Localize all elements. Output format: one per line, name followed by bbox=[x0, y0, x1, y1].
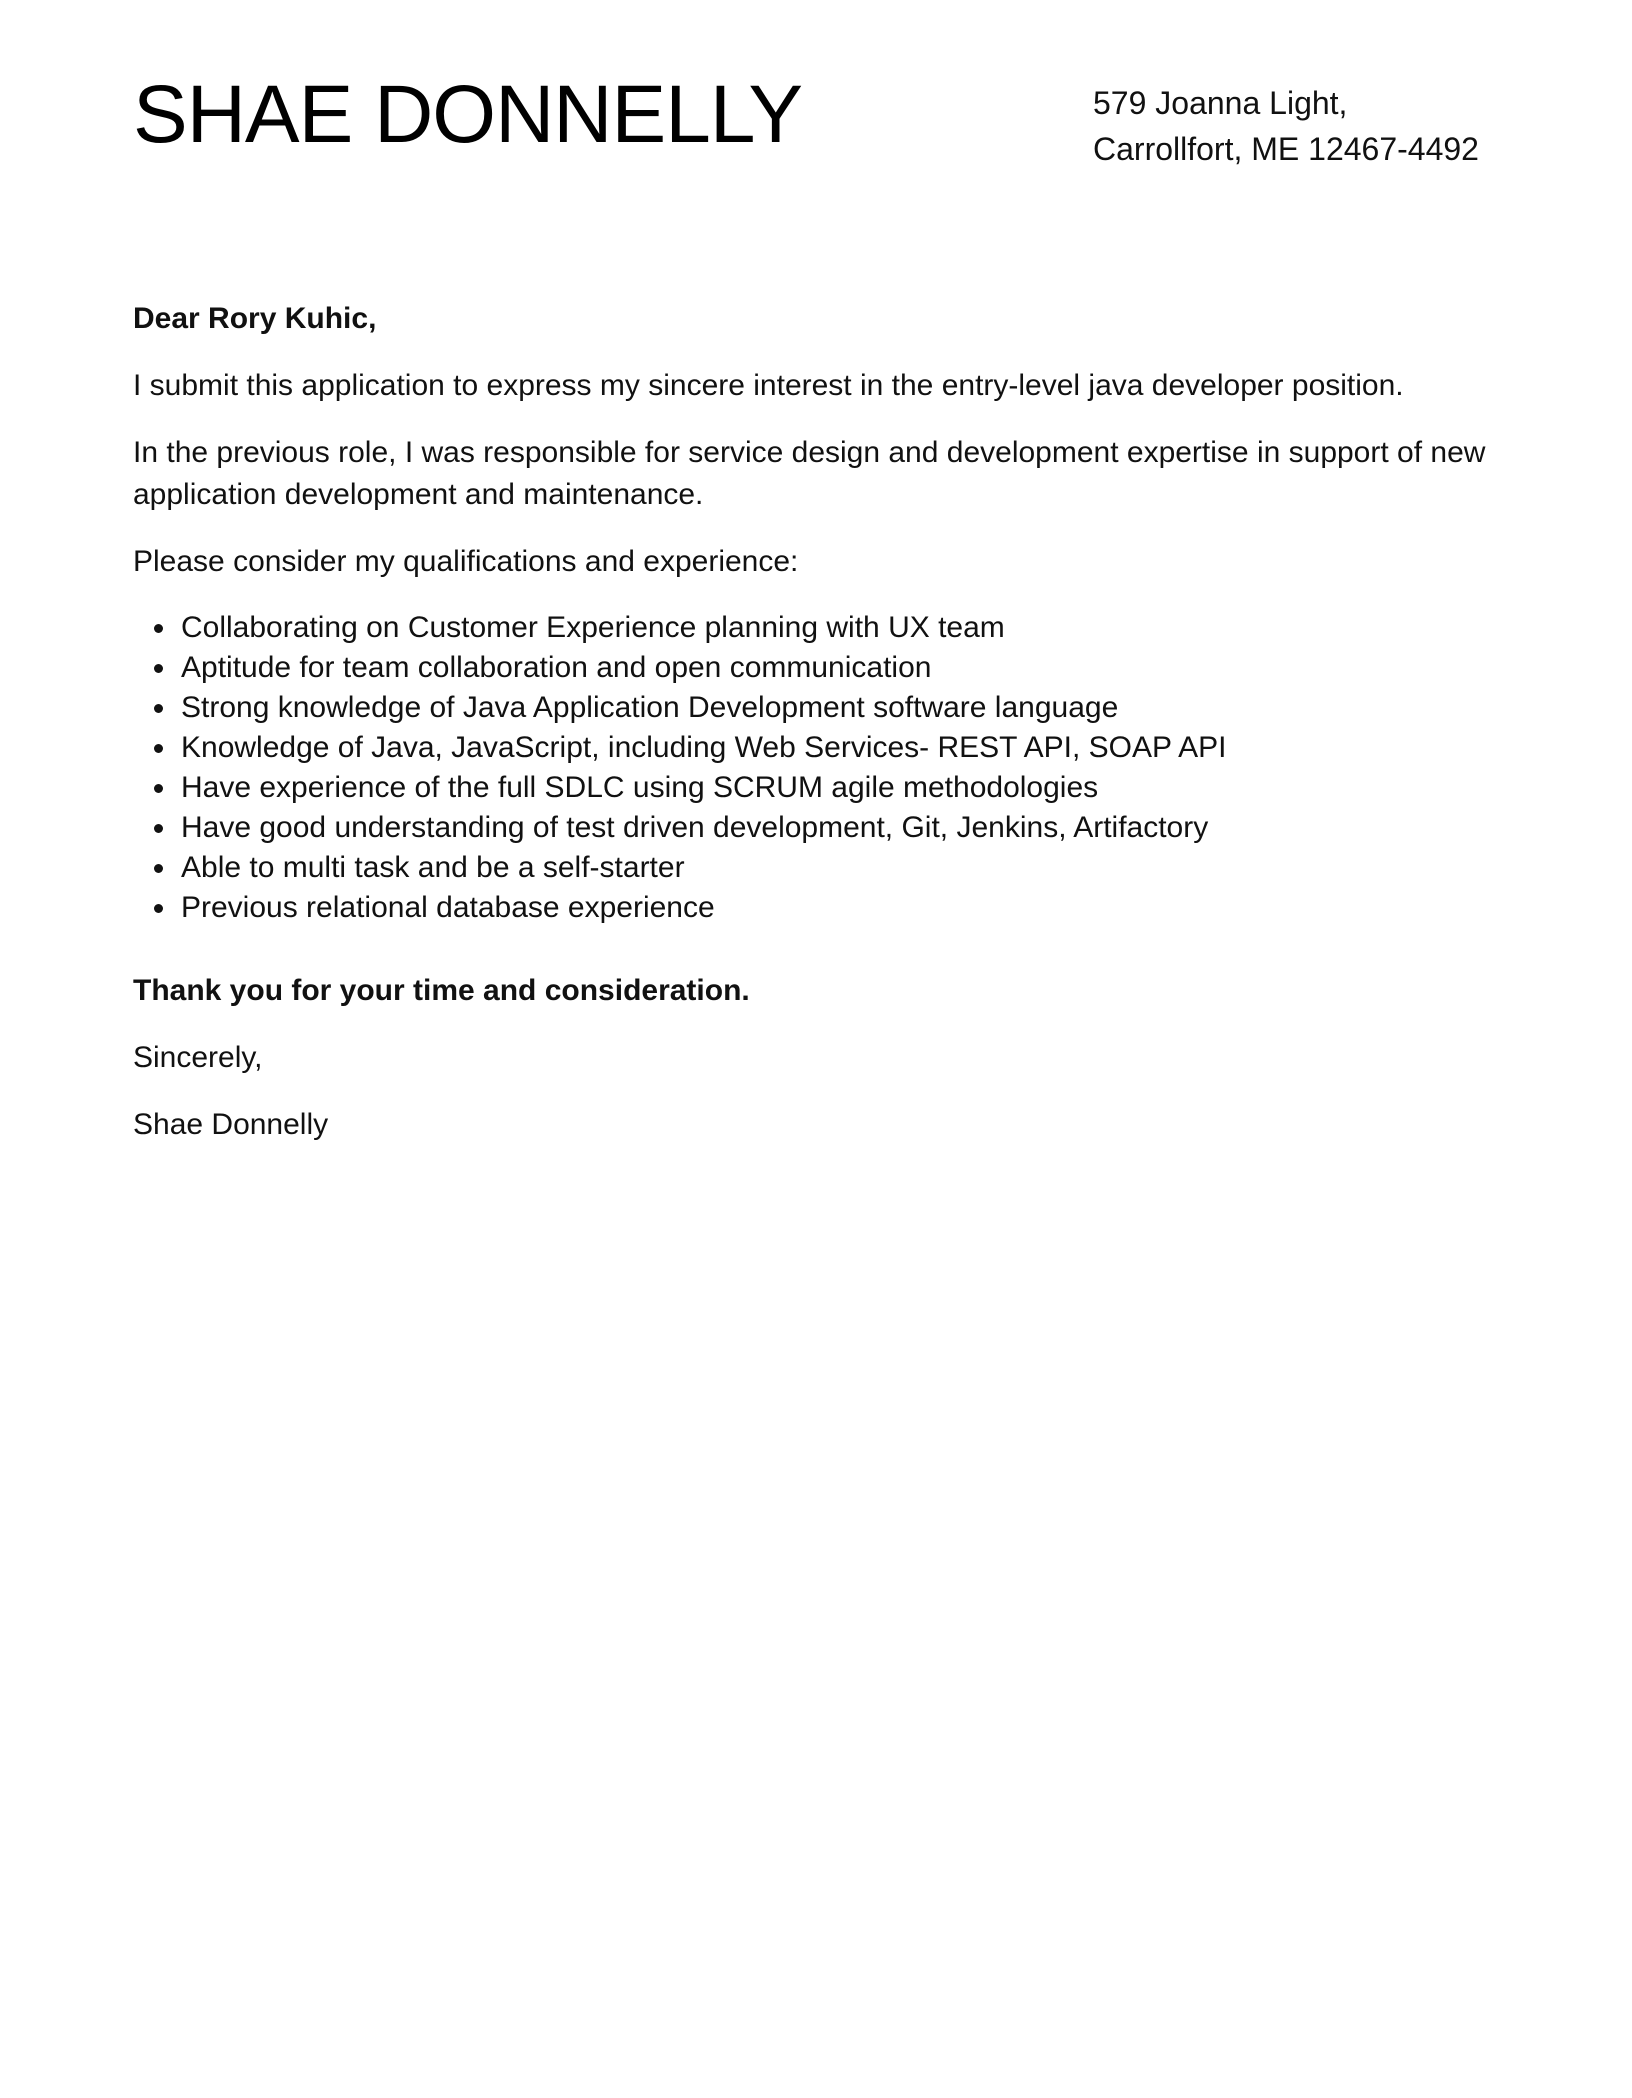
signoff: Sincerely, bbox=[133, 1041, 263, 1074]
list-item: Collaborating on Customer Experience planning with UX team bbox=[133, 608, 1493, 648]
list-item: Knowledge of Java, JavaScript, including Web Services- REST API, SOAP API bbox=[133, 728, 1493, 768]
applicant-address bbox=[1093, 80, 1479, 172]
bullet-icon bbox=[154, 624, 163, 633]
experience-paragraph: In the previous role, I was responsible for service design and development expertise in support of new application development and maintenance. bbox=[133, 436, 1486, 511]
bullet-icon bbox=[154, 664, 163, 673]
bullet-icon bbox=[154, 904, 163, 913]
list-item: Have experience of the full SDLC using SCRUM agile methodologies bbox=[133, 768, 1493, 808]
bullet-icon bbox=[154, 864, 163, 873]
letter-body bbox=[133, 298, 1493, 1171]
address-line-2: Carrollfort, ME 12467-4492 bbox=[1093, 131, 1479, 167]
list-item: Strong knowledge of Java Application Development software language bbox=[133, 688, 1493, 728]
bullet-icon bbox=[154, 704, 163, 713]
qualifications-list bbox=[133, 608, 1493, 928]
thanks-line: Thank you for your time and consideration. bbox=[133, 974, 750, 1007]
intro-paragraph: I submit this application to express my sincere interest in the entry-level java developer position. bbox=[133, 369, 1404, 402]
list-item: Have good understanding of test driven development, Git, Jenkins, Artifactory bbox=[133, 808, 1493, 848]
qualifications-intro: Please consider my qualifications and experience: bbox=[133, 545, 799, 578]
address-line-1: 579 Joanna Light, bbox=[1093, 85, 1348, 121]
signature-name: Shae Donnelly bbox=[133, 1108, 329, 1141]
applicant-name: SHAE DONNELLY bbox=[133, 69, 803, 160]
list-item: Aptitude for team collaboration and open communication bbox=[133, 648, 1493, 688]
bullet-icon bbox=[154, 824, 163, 833]
list-item: Previous relational database experience bbox=[133, 888, 1493, 928]
bullet-icon bbox=[154, 784, 163, 793]
salutation: Dear Rory Kuhic, bbox=[133, 302, 377, 335]
bullet-icon bbox=[154, 744, 163, 753]
list-item: Able to multi task and be a self-starter bbox=[133, 848, 1493, 888]
